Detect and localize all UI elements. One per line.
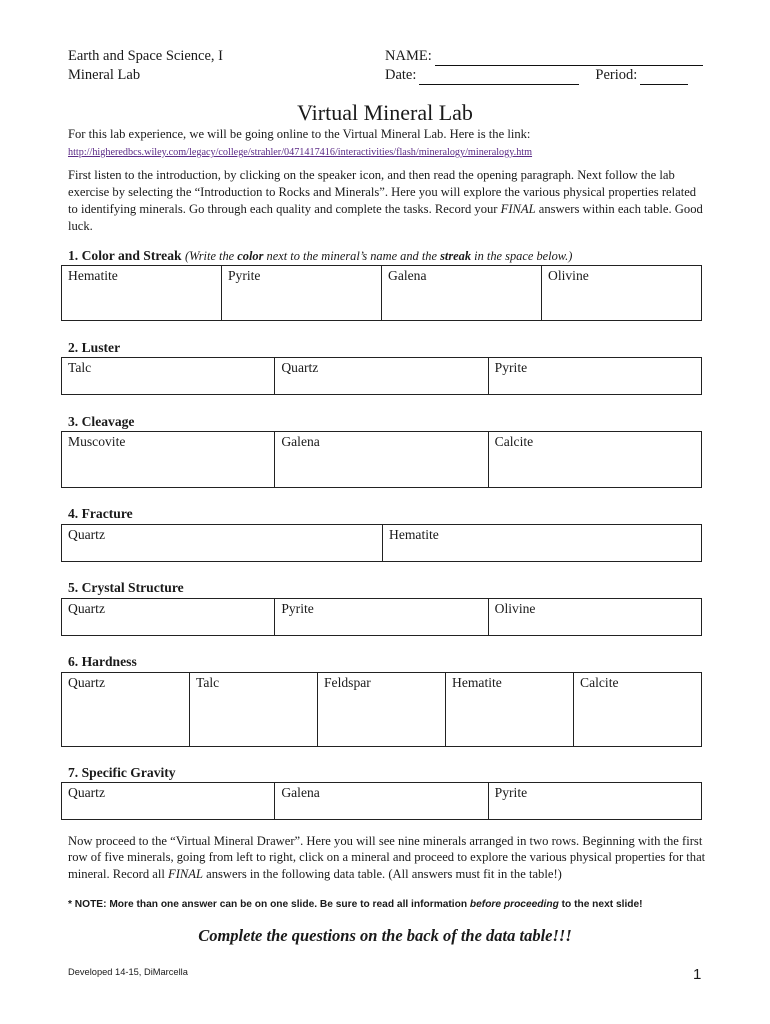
cell-quartz[interactable]: Quartz bbox=[62, 783, 275, 820]
color-streak-table bbox=[61, 265, 702, 321]
note-bold: streak bbox=[440, 249, 472, 263]
note-text: * NOTE: More than one answer can be on one slide. Be sure to read all information bbox=[68, 899, 470, 910]
note-line bbox=[68, 899, 643, 910]
cell-quartz[interactable]: Quartz bbox=[62, 673, 190, 747]
section-hardness-title: 6. Hardness bbox=[68, 654, 137, 669]
section-specific-gravity-title: 7. Specific Gravity bbox=[68, 765, 176, 780]
section-cleavage-title: 3. Cleavage bbox=[68, 414, 135, 429]
footer-credit: Developed 14-15, DiMarcella bbox=[68, 967, 188, 977]
instructions-paragraph bbox=[68, 167, 708, 235]
intro-text bbox=[68, 126, 708, 161]
note-part: next to the mineral’s name and the bbox=[263, 249, 441, 263]
course-name: Earth and Space Science, I bbox=[68, 48, 223, 64]
section-crystal-structure-title: 5. Crystal Structure bbox=[68, 580, 184, 595]
cell-hematite[interactable]: Hematite bbox=[383, 525, 702, 562]
crystal-structure-table bbox=[61, 598, 702, 636]
cell-pyrite[interactable]: Pyrite bbox=[488, 783, 701, 820]
name-line bbox=[385, 47, 703, 66]
complete-questions-banner: Complete the questions on the back of the data table!!! bbox=[198, 926, 572, 945]
cell-pyrite[interactable]: Pyrite bbox=[222, 266, 382, 321]
section-fracture-title: 4. Fracture bbox=[68, 506, 133, 521]
cell-olivine[interactable]: Olivine bbox=[488, 599, 701, 636]
section-note bbox=[185, 249, 572, 263]
cell-pyrite[interactable]: Pyrite bbox=[488, 358, 701, 395]
cell-muscovite[interactable]: Muscovite bbox=[62, 432, 275, 488]
note-bold: color bbox=[237, 249, 264, 263]
page-number: 1 bbox=[693, 966, 702, 983]
note-part: in the space below.) bbox=[471, 249, 573, 263]
header-student-info bbox=[385, 47, 703, 85]
fracture-table bbox=[61, 524, 702, 562]
cell-talc[interactable]: Talc bbox=[62, 358, 275, 395]
date-period-line bbox=[385, 66, 703, 85]
luster-table bbox=[61, 357, 702, 395]
cell-talc[interactable]: Talc bbox=[190, 673, 318, 747]
drawer-instructions bbox=[68, 833, 708, 882]
section-luster-title: 2. Luster bbox=[68, 340, 121, 355]
drawer-text: Now proceed to the “Virtual Mineral Drawer”. Here you will see nine minerals arranged in two rows. Beginning with the first row of five minerals, going from left to right, click on a mineral and proceed to explore the various physical properties for that mineral. Record all bbox=[68, 834, 706, 881]
specific-gravity-table bbox=[61, 782, 702, 820]
lab-link[interactable]: http://higheredbcs.wiley.com/legacy/college/strahler/0471417416/interactivities/flash/mineralogy/mineralogy.htm bbox=[68, 147, 533, 158]
cell-calcite[interactable]: Calcite bbox=[574, 673, 702, 747]
cell-feldspar[interactable]: Feldspar bbox=[318, 673, 446, 747]
cell-hematite[interactable]: Hematite bbox=[62, 266, 222, 321]
date-label: Date: bbox=[385, 67, 417, 83]
page-title: Virtual Mineral Lab bbox=[297, 100, 473, 125]
period-label: Period: bbox=[595, 67, 638, 83]
cleavage-table bbox=[61, 431, 702, 488]
drawer-text-italic: FINAL bbox=[168, 866, 203, 881]
drawer-text-end: answers in the following data table. (All answers must fit in the table!) bbox=[203, 866, 562, 881]
cell-quartz[interactable]: Quartz bbox=[62, 525, 383, 562]
cell-calcite[interactable]: Calcite bbox=[488, 432, 701, 488]
section-color-streak-title bbox=[68, 248, 572, 264]
note-part: (Write the bbox=[184, 249, 238, 263]
date-blank[interactable] bbox=[419, 70, 579, 85]
name-blank[interactable] bbox=[435, 51, 703, 66]
instructions-text: First listen to the introduction, by clicking on the speaker icon, and then read the opening paragraph. Next follow the lab exercise by selecting the “Introduction to Rocks and Minerals”. Here you will explore the various physical properties related to identifying minerals. Go through each quality and complete the tasks. Record your FINAL answers within each table. Good luck. bbox=[68, 168, 703, 233]
cell-quartz[interactable]: Quartz bbox=[275, 358, 488, 395]
cell-hematite[interactable]: Hematite bbox=[446, 673, 574, 747]
header-course-info bbox=[68, 47, 223, 85]
lab-name: Mineral Lab bbox=[68, 67, 141, 83]
cell-galena[interactable]: Galena bbox=[382, 266, 542, 321]
section-title-text: 1. Color and Streak bbox=[68, 248, 182, 263]
name-label: NAME: bbox=[385, 48, 432, 64]
cell-pyrite[interactable]: Pyrite bbox=[275, 599, 488, 636]
note-text-end: to the next slide! bbox=[558, 899, 643, 910]
cell-olivine[interactable]: Olivine bbox=[542, 266, 702, 321]
intro-sentence: For this lab experience, we will be going online to the Virtual Mineral Lab. Here is the link: bbox=[68, 127, 531, 141]
cell-quartz[interactable]: Quartz bbox=[62, 599, 275, 636]
period-blank[interactable] bbox=[640, 70, 688, 85]
hardness-table bbox=[61, 672, 702, 747]
note-italic: before proceeding bbox=[469, 899, 559, 910]
cell-galena[interactable]: Galena bbox=[275, 783, 488, 820]
cell-galena[interactable]: Galena bbox=[275, 432, 488, 488]
